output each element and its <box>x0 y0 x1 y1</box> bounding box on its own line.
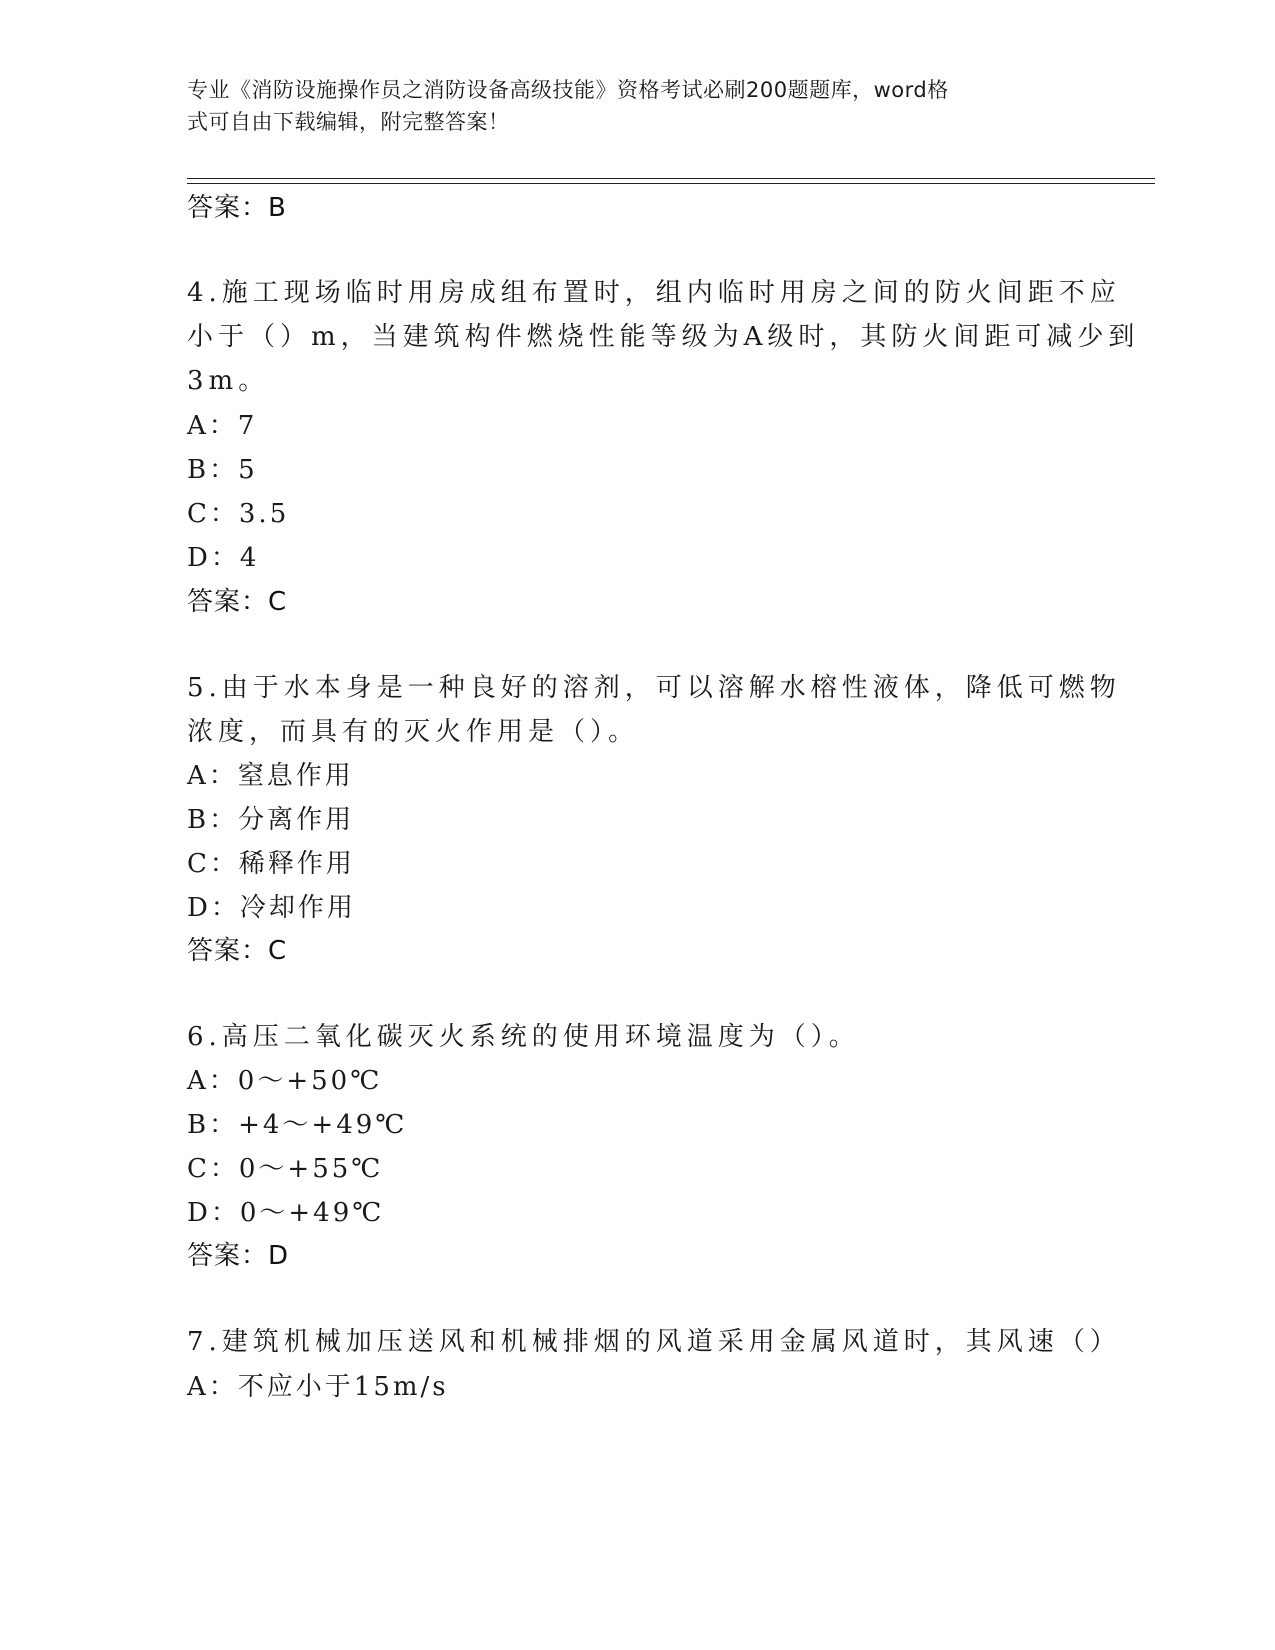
question-4-option-c: C：3.5 <box>187 499 290 529</box>
question-4-text-line-3: 3m。 <box>187 366 270 396</box>
question-5-option-c: C：稀释作用 <box>187 849 355 879</box>
question-4-answer: 答案：C <box>187 587 288 617</box>
question-4-option-b: B：5 <box>187 455 258 485</box>
header-divider-top <box>187 178 1155 179</box>
question-4-option-d: D：4 <box>187 543 260 573</box>
question-6-option-b: B：+4～+49℃ <box>187 1110 408 1140</box>
header-line-1: 专业《消防设施操作员之消防设备高级技能》资格考试必刷200题题库，word格 <box>187 78 949 102</box>
question-7-option-a: A：不应小于15m/s <box>187 1372 449 1402</box>
question-4-option-a: A：7 <box>187 411 258 441</box>
question-6-answer: 答案：D <box>187 1241 290 1271</box>
question-4-text-line-2: 小于（）m，当建筑构件燃烧性能等级为A级时，其防火间距可减少到 <box>187 322 1140 352</box>
question-6-option-d: D：0～+49℃ <box>187 1198 385 1228</box>
question-5-answer: 答案：C <box>187 936 288 966</box>
question-5-option-d: D：冷却作用 <box>187 893 356 923</box>
question-5-text-line-1: 5.由于水本身是一种良好的溶剂，可以溶解水榕性液体，降低可燃物 <box>187 673 1121 703</box>
previous-answer: 答案：B <box>187 193 287 223</box>
question-6-text-line-1: 6.高压二氧化碳灭火系统的使用环境温度为（）。 <box>187 1022 860 1052</box>
document-header <box>187 74 1067 138</box>
question-6-option-a: A：0～+50℃ <box>187 1066 383 1096</box>
question-7-text-line-1: 7.建筑机械加压送风和机械排烟的风道采用金属风道时，其风速（） <box>187 1327 1121 1357</box>
question-5-option-a: A：窒息作用 <box>187 761 354 791</box>
header-divider-bottom <box>187 183 1155 184</box>
question-5-option-b: B：分离作用 <box>187 805 355 835</box>
question-5-text-line-2: 浓度，而具有的灭火作用是（）。 <box>187 717 640 747</box>
question-4-text-line-1: 4.施工现场临时用房成组布置时，组内临时用房之间的防火间距不应 <box>187 278 1121 308</box>
header-line-2: 式可自由下载编辑，附完整答案！ <box>187 110 510 134</box>
question-6-option-c: C：0～+55℃ <box>187 1154 384 1184</box>
